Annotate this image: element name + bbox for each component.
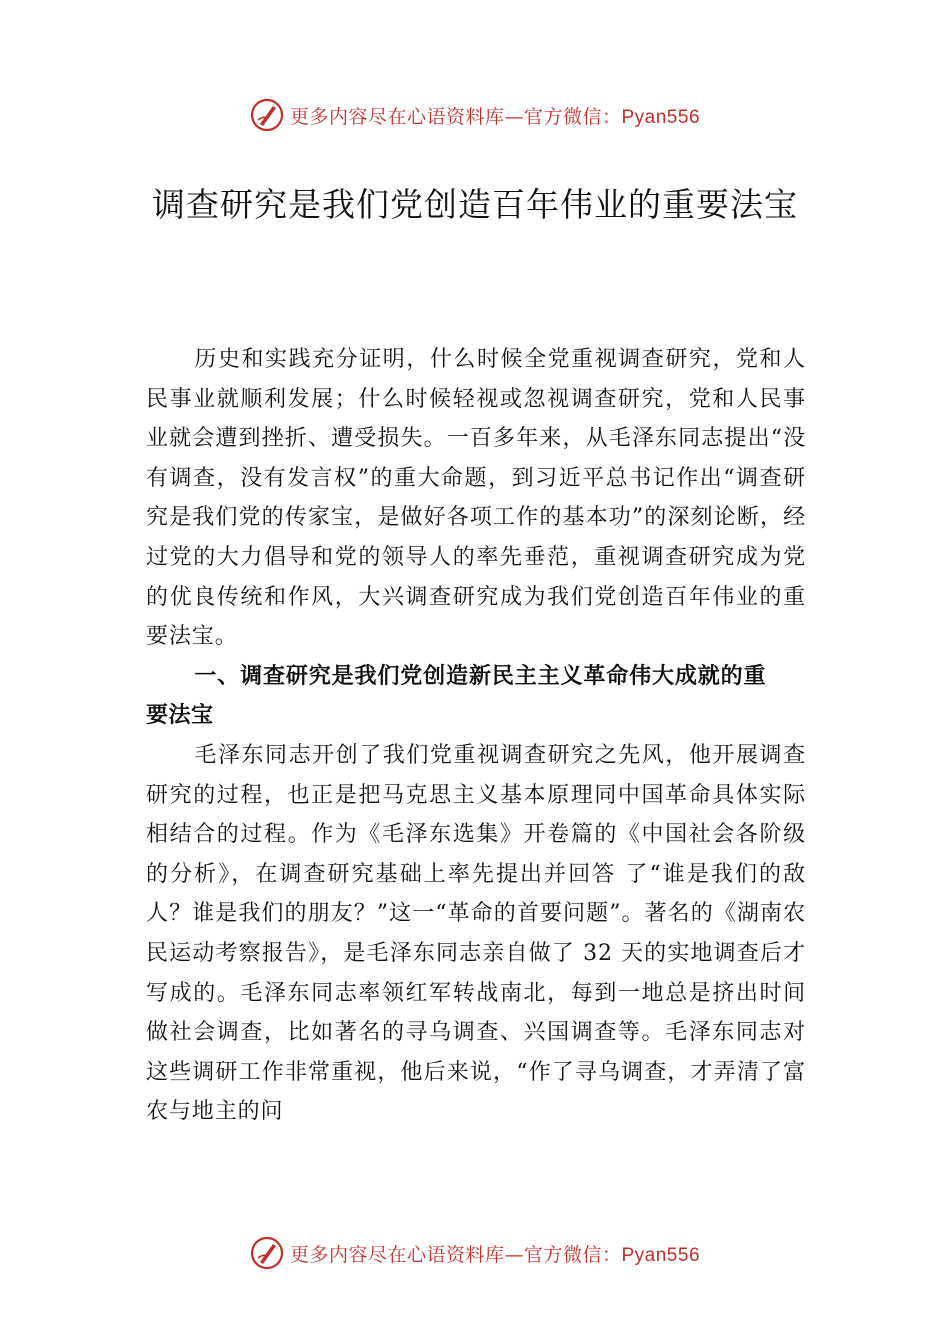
wechat-id: Pyan556: [621, 1244, 701, 1266]
document-title: 调查研究是我们党创造百年伟业的重要法宝: [152, 185, 798, 224]
watermark-text: [290, 1240, 700, 1267]
wechat-id: Pyan556: [621, 106, 701, 128]
quill-pen-logo-icon: [250, 1236, 284, 1270]
watermark-text: [290, 102, 700, 129]
intro-paragraph: 历史和实践充分证明，什么时候全党重视调查研究，党和人民事业就顺利发展；什么时候轻视或忽视调查研究，党和人民事业就会遭到挫折、遭受损失。一百多年来，从毛泽东同志提出“没有调查，没有发言权”的重大命题，到习近平总书记作出“调查研究是我们党的传家宝，是做好各项工作的基本功”的深刻论断，经过党的大力倡导和党的领导人的率先垂范，重视调查研究成为党的优良传统和作风，大兴调查研究成为我们党创造百年伟业的重要法宝。: [146, 347, 806, 650]
watermark-label: 更多内容尽在心语资料库—官方微信：: [289, 105, 622, 128]
quill-pen-logo-icon: [250, 98, 284, 132]
section-paragraph: 毛泽东同志开创了我们党重视调查研究之先风，他开展调查研究的过程，也正是把马克思主义基本原理同中国革命具体实际相结合的过程。作为《毛泽东选集》开卷篇的《中国社会各阶级的分析》，在调查研究基础上率先提出并回答 了“谁是我们的敌人？谁是我们的朋友？”这一“革命的首要问题”。著名的《湖南农民运动考察报告》，是毛泽东同志亲自做了 32 天的实地调查后才写成的。毛泽东同志率领红军转战南北，每到一地总是挤出时间做社会调查，比如著名的寻乌调查、兴国调查等。毛泽东同志对这些调研工作非常重视，他后来说，“作了寻乌调查，才弄清了富农与地主的问: [146, 742, 806, 1125]
document-body: [146, 340, 806, 1132]
watermark-banner-top: [0, 95, 950, 135]
watermark-banner-bottom: [0, 1233, 950, 1273]
watermark-label: 更多内容尽在心语资料库—官方微信：: [289, 1243, 622, 1266]
section-heading: 一、调查研究是我们党创造新民主主义革命伟大成就的重要法宝: [146, 663, 766, 729]
